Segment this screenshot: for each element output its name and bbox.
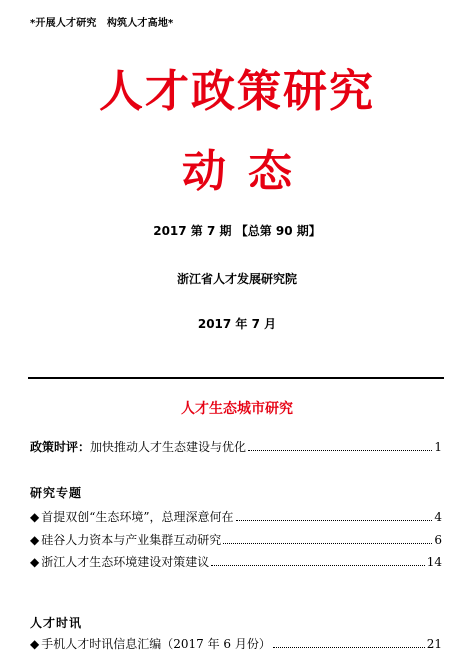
toc-entry-text: 首提双创“生态环境”，总理深意何在	[41, 510, 234, 524]
toc-leader-dots	[223, 543, 432, 544]
toc-entry[interactable]	[30, 553, 442, 571]
header-divider	[28, 377, 444, 379]
diamond-bullet-icon: ◆	[30, 510, 40, 524]
toc-page-number: 1	[434, 440, 442, 454]
toc-leader-dots	[248, 450, 432, 451]
toc-entry[interactable]	[30, 635, 442, 653]
publication-title: 人才政策研究	[99, 66, 375, 117]
toc-entry[interactable]	[30, 531, 442, 549]
toc-page-number: 14	[426, 555, 442, 569]
diamond-bullet-icon: ◆	[30, 533, 40, 547]
toc-leader-dots	[273, 647, 425, 648]
toc-leader-dots	[236, 520, 433, 521]
publication-date: 2017 年 7 月	[197, 317, 277, 331]
toc-entry-text: 硅谷人力资本与产业集群互动研究	[41, 533, 222, 547]
toc-page-number: 6	[434, 533, 442, 547]
toc-entry-text: 加快推动人才生态建设与优化	[90, 440, 247, 454]
toc-page-number: 4	[434, 510, 442, 524]
toc-title: 人才生态城市研究	[181, 401, 293, 417]
issue-number: 2017 第 7 期 【总第 90 期】	[153, 224, 321, 238]
toc-page-number: 21	[426, 637, 442, 651]
toc-entry-label: 政策时评：	[30, 440, 91, 454]
toc-entry-text: 浙江人才生态环境建设对策建议	[41, 555, 210, 569]
institute-name: 浙江省人才发展研究院	[176, 272, 297, 286]
diamond-bullet-icon: ◆	[30, 555, 40, 569]
toc-leader-dots	[211, 565, 424, 566]
diamond-bullet-icon: ◆	[30, 637, 40, 651]
header-slogan: *开展人才研究 构筑人才高地*	[30, 18, 174, 29]
toc-entry-policy-review[interactable]	[30, 438, 442, 456]
section-heading-talent-news: 人才时讯	[30, 616, 83, 630]
toc-entry-text: 手机人才时讯信息汇编（2017 年 6 月份）	[41, 637, 271, 651]
toc-entry[interactable]	[30, 508, 442, 526]
section-heading-research-topics: 研究专题	[30, 486, 83, 500]
publication-subtitle: 动态	[182, 146, 314, 197]
